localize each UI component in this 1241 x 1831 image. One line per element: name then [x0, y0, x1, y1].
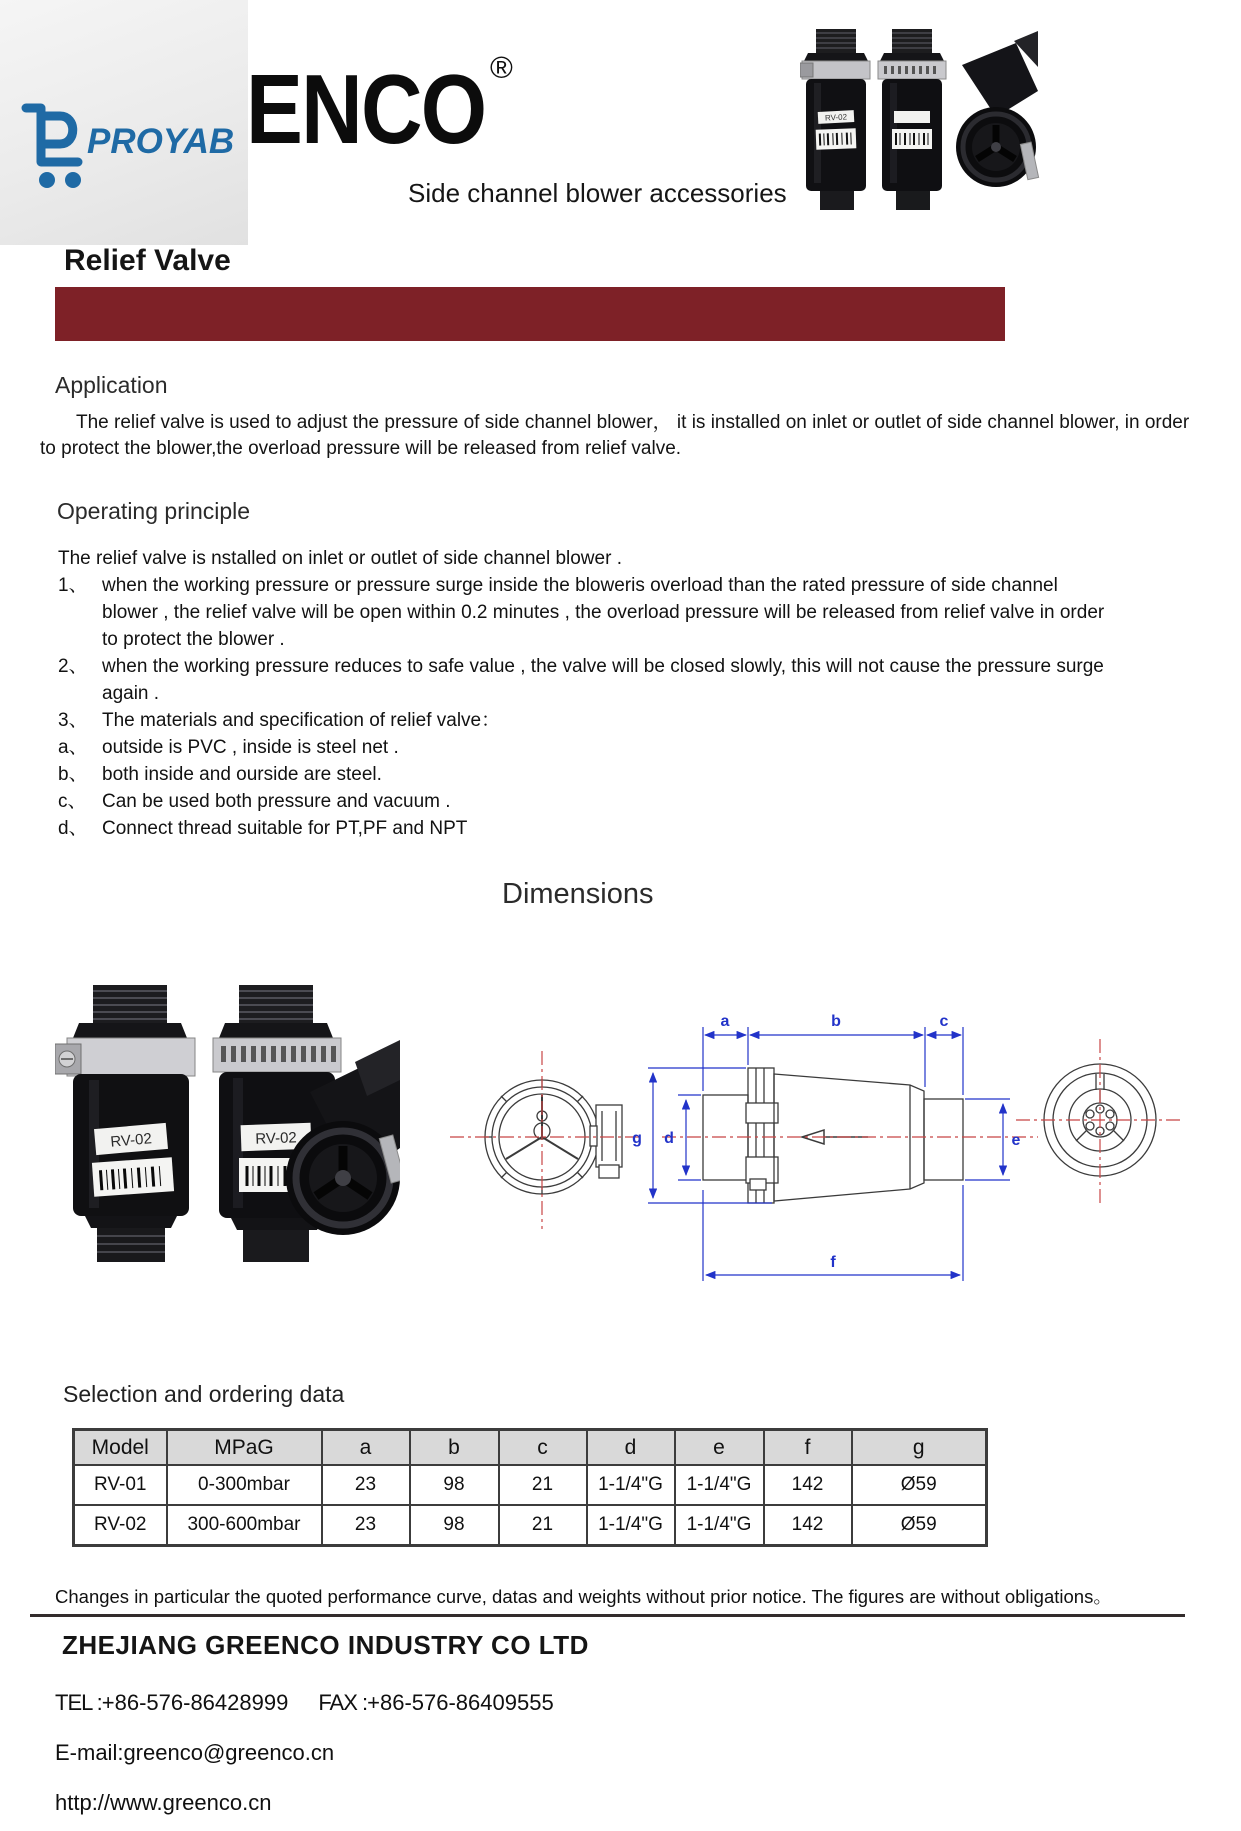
page-subtitle: Side channel blower accessories	[408, 178, 787, 208]
drawing-side-view	[703, 1068, 963, 1203]
cell-g: Ø59	[852, 1465, 987, 1505]
cell-mpag: 300-600mbar	[167, 1505, 322, 1546]
dim-label-g: g	[632, 1130, 642, 1147]
cell-e: 1-1/4"G	[675, 1505, 764, 1546]
valve-photo-a	[800, 29, 870, 210]
list-item	[58, 788, 1110, 815]
list-item	[58, 734, 1110, 761]
cell-d: 1-1/4"G	[587, 1465, 675, 1505]
cell-model: RV-01	[74, 1465, 167, 1505]
cell-a: 23	[322, 1505, 410, 1546]
list-item	[58, 815, 1110, 842]
cell-f: 142	[764, 1465, 852, 1505]
dimensions-heading: Dimensions	[502, 878, 654, 910]
product-title: Relief Valve	[64, 244, 231, 277]
proyab-cart-icon	[20, 98, 86, 192]
operating-principle-list	[58, 545, 1110, 842]
drawing-dimension-lines	[648, 1027, 1010, 1281]
technical-drawing	[410, 995, 1190, 1295]
list-text: when the working pressure or pressure surge inside the bloweris overload than the rated pressure of side channel blower , the relief valve will be open within 0.2 minutes , the overload pressure will be released from relief valve in order to protect the blower .	[102, 575, 1105, 650]
cell-f: 142	[764, 1505, 852, 1546]
product-photo-top	[800, 25, 1040, 210]
col-header-mpag: MPaG	[167, 1430, 322, 1466]
table-row	[74, 1505, 987, 1546]
dim-label-f: f	[830, 1254, 836, 1271]
fax-label: FAX :	[318, 1690, 368, 1715]
disclaimer-note: Changes in particular the quoted performance curve, datas and weights without prior notice. The figures are without obligations。	[55, 1586, 1112, 1607]
product-photo-dimensions	[55, 848, 400, 1262]
col-header-model: Model	[74, 1430, 167, 1466]
cell-c: 21	[499, 1465, 587, 1505]
col-header-f: f	[764, 1430, 852, 1466]
cell-c: 21	[499, 1505, 587, 1546]
list-text: Can be used both pressure and vacuum .	[102, 791, 451, 812]
list-marker: a、	[58, 737, 88, 758]
cell-mpag: 0-300mbar	[167, 1465, 322, 1505]
cell-model: RV-02	[74, 1505, 167, 1546]
drawing-dimension-labels	[632, 1013, 1020, 1271]
col-header-d: d	[587, 1430, 675, 1466]
cell-g: Ø59	[852, 1505, 987, 1546]
dim-label-e: e	[1011, 1132, 1021, 1149]
registered-trademark-icon: ®	[490, 50, 513, 85]
list-text: Connect thread suitable for PT,PF and NPT	[102, 818, 468, 839]
tel-number: +86-576-86428999	[101, 1690, 289, 1715]
operating-principle-heading: Operating principle	[57, 498, 251, 524]
col-header-c: c	[499, 1430, 587, 1466]
col-header-b: b	[410, 1430, 499, 1466]
dim-label-a: a	[720, 1013, 730, 1030]
svg-text:RV-02: RV-02	[824, 112, 848, 123]
email-line: E-mail:greenco@greenco.cn	[55, 1740, 335, 1765]
col-header-a: a	[322, 1430, 410, 1466]
col-header-g: g	[852, 1430, 987, 1466]
list-marker: c、	[58, 791, 87, 812]
company-name: ZHEJIANG GREENCO INDUSTRY CO LTD	[62, 1630, 589, 1660]
selection-table	[72, 1428, 988, 1547]
list-text: The materials and specification of relief valve：	[102, 710, 501, 731]
list-text: outside is PVC , inside is steel net .	[102, 737, 399, 758]
cell-b: 98	[410, 1465, 499, 1505]
tel-label: TEL :	[55, 1690, 102, 1715]
footer-divider	[30, 1614, 1185, 1617]
operating-principle-intro: The relief valve is nstalled on inlet or outlet of side channel blower .	[58, 548, 622, 569]
selection-heading: Selection and ordering data	[63, 1381, 345, 1407]
svg-text:RV-02: RV-02	[109, 1130, 153, 1151]
list-marker: 1、	[58, 575, 88, 596]
dim-label-c: c	[939, 1013, 949, 1030]
enco-logo: ENCO	[246, 54, 486, 164]
list-marker: 2、	[58, 656, 88, 677]
dim-label-b: b	[831, 1013, 841, 1030]
list-marker: b、	[58, 764, 88, 785]
cell-b: 98	[410, 1505, 499, 1546]
cell-a: 23	[322, 1465, 410, 1505]
list-item	[58, 653, 1110, 707]
table-header-row	[74, 1430, 987, 1466]
cell-e: 1-1/4"G	[675, 1465, 764, 1505]
maroon-divider-bar	[55, 287, 1005, 341]
valve-photo-c	[956, 31, 1039, 187]
list-text: both inside and ourside are steel.	[102, 764, 382, 785]
cell-d: 1-1/4"G	[587, 1505, 675, 1546]
col-header-e: e	[675, 1430, 764, 1466]
valve-photo-standing-1	[55, 985, 195, 1262]
list-item	[58, 761, 1110, 788]
list-text: when the working pressure reduces to safe value , the valve will be closed slowly, this will not cause the pressure surge again .	[102, 656, 1104, 704]
svg-text:RV-02: RV-02	[255, 1129, 298, 1148]
list-marker: 3、	[58, 710, 88, 731]
dim-label-d: d	[664, 1130, 674, 1147]
fax-number: +86-576-86409555	[367, 1690, 554, 1715]
website-line: http://www.greenco.cn	[55, 1790, 272, 1815]
list-item	[58, 572, 1110, 653]
list-item	[58, 707, 1110, 734]
list-marker: d、	[58, 818, 88, 839]
table-row	[74, 1465, 987, 1505]
proyab-wordmark: PROYAB	[87, 122, 235, 161]
application-body: The relief valve is used to adjust the pressure of side channel blower， it is installed on inlet or outlet of side channel blower, in order to protect the blower,the overload pressure will be released from relief valve.	[40, 412, 1190, 459]
application-heading: Application	[55, 372, 168, 398]
tel-fax-line	[55, 1690, 554, 1716]
valve-photo-b	[878, 29, 946, 210]
